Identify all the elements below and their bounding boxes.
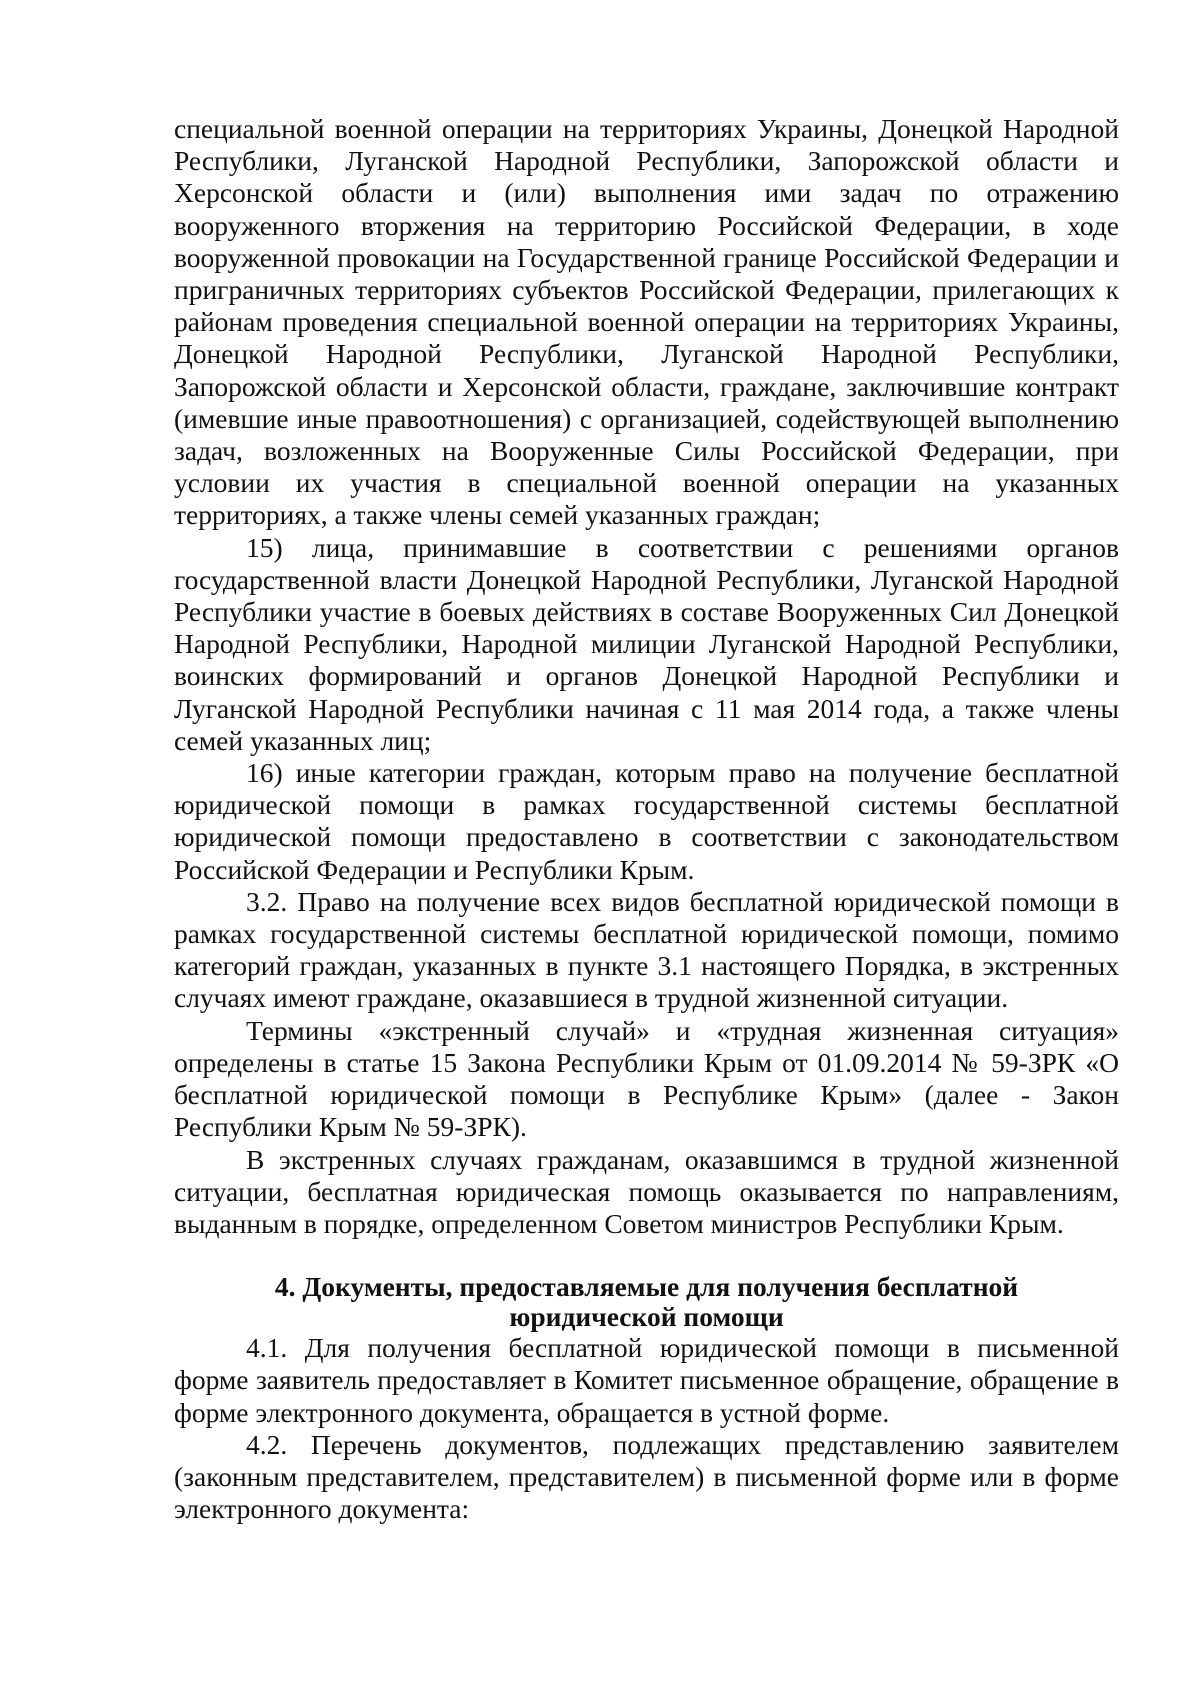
paragraph-4-2: 4.2. Перечень документов, подлежащих представлению заявителем (законным представителем, представителем) в письменной форме или в форме электронного документа: — [174, 1428, 1119, 1525]
paragraph-4-1: 4.1. Для получения бесплатной юридической помощи в письменной форме заявитель предоставляет в Комитет письменное обращение, обращение в форме электронного документа, обращается в устной форме. — [174, 1332, 1119, 1428]
paragraph-item-16: 16) иные категории граждан, которым право на получение бесплатной юридической помощи в рамках государственной системы бесплатной юридической помощи предоставлено в соответствии с законодательством Российской Федерации и Республики Крым. — [174, 757, 1119, 885]
paragraph-3-2: 3.2. Право на получение всех видов бесплатной юридической помощи в рамках государственной системы бесплатной юридической помощи, помимо категорий граждан, указанных в пункте 3.1 настоящего Порядка, в экстренных случаях имеют граждане, оказавшиеся в трудной жизненной ситуации. — [174, 885, 1119, 1014]
paragraph-emergency: В экстренных случаях гражданам, оказавшимся в трудной жизненной ситуации, бесплатная юридическая помощь оказывается по направлениям, выданным в порядке, определенном Советом министров Республики Крым. — [174, 1143, 1119, 1239]
paragraph-terms: Термины «экстренный случай» и «трудная жизненная ситуация» определены в статье 15 Закона Республики Крым от 01.09.2014 № 59-ЗРК «О бесплатной юридической помощи в Республике Крым» (далее - Закон Республики Крым № 59-ЗРК). — [174, 1014, 1119, 1143]
section-heading-4 — [174, 1272, 1119, 1332]
paragraph-item-15: 15) лица, принимавшие в соответствии с решениями органов государственной власти Донецкой Народной Республики, Луганской Народной Республики участие в боевых действиях в составе Вооруженных Сил Донецкой Народной Республики, Народной милиции Луганской Народной Республики, воинских формирований и органов Донецкой Народной Республики и Луганской Народной Республики начиная с 11 мая 2014 года, а также члены семей указанных лиц; — [174, 531, 1119, 756]
document-body — [174, 113, 1119, 1525]
section-heading-line-2: юридической помощи — [509, 1301, 784, 1333]
section-heading-line-1: 4. Документы, предоставляемые для получения бесплатной — [274, 1271, 1019, 1303]
paragraph-continuation: специальной военной операции на территориях Украины, Донецкой Народной Республики, Луганской Народной Республики, Запорожской области и Херсонской области и (или) выполнения ими задач по отражению вооруженного вторжения на территорию Российской Федерации, в ходе вооруженной провокации на Государственной границе Российской Федерации и приграничных территориях субъектов Российской Федерации, прилегающих к районам проведения специальной военной операции на территориях Украины, Донецкой Народной Республики, Луганской Народной Республики, Запорожской области и Херсонской области, граждане, заключившие контракт (имевшие иные правоотношения) с организацией, содействующей выполнению задач, возложенных на Вооруженные Силы Российской Федерации, при условии их участия в специальной военной операции на указанных территориях, а также члены семей указанных граждан; — [174, 113, 1119, 531]
